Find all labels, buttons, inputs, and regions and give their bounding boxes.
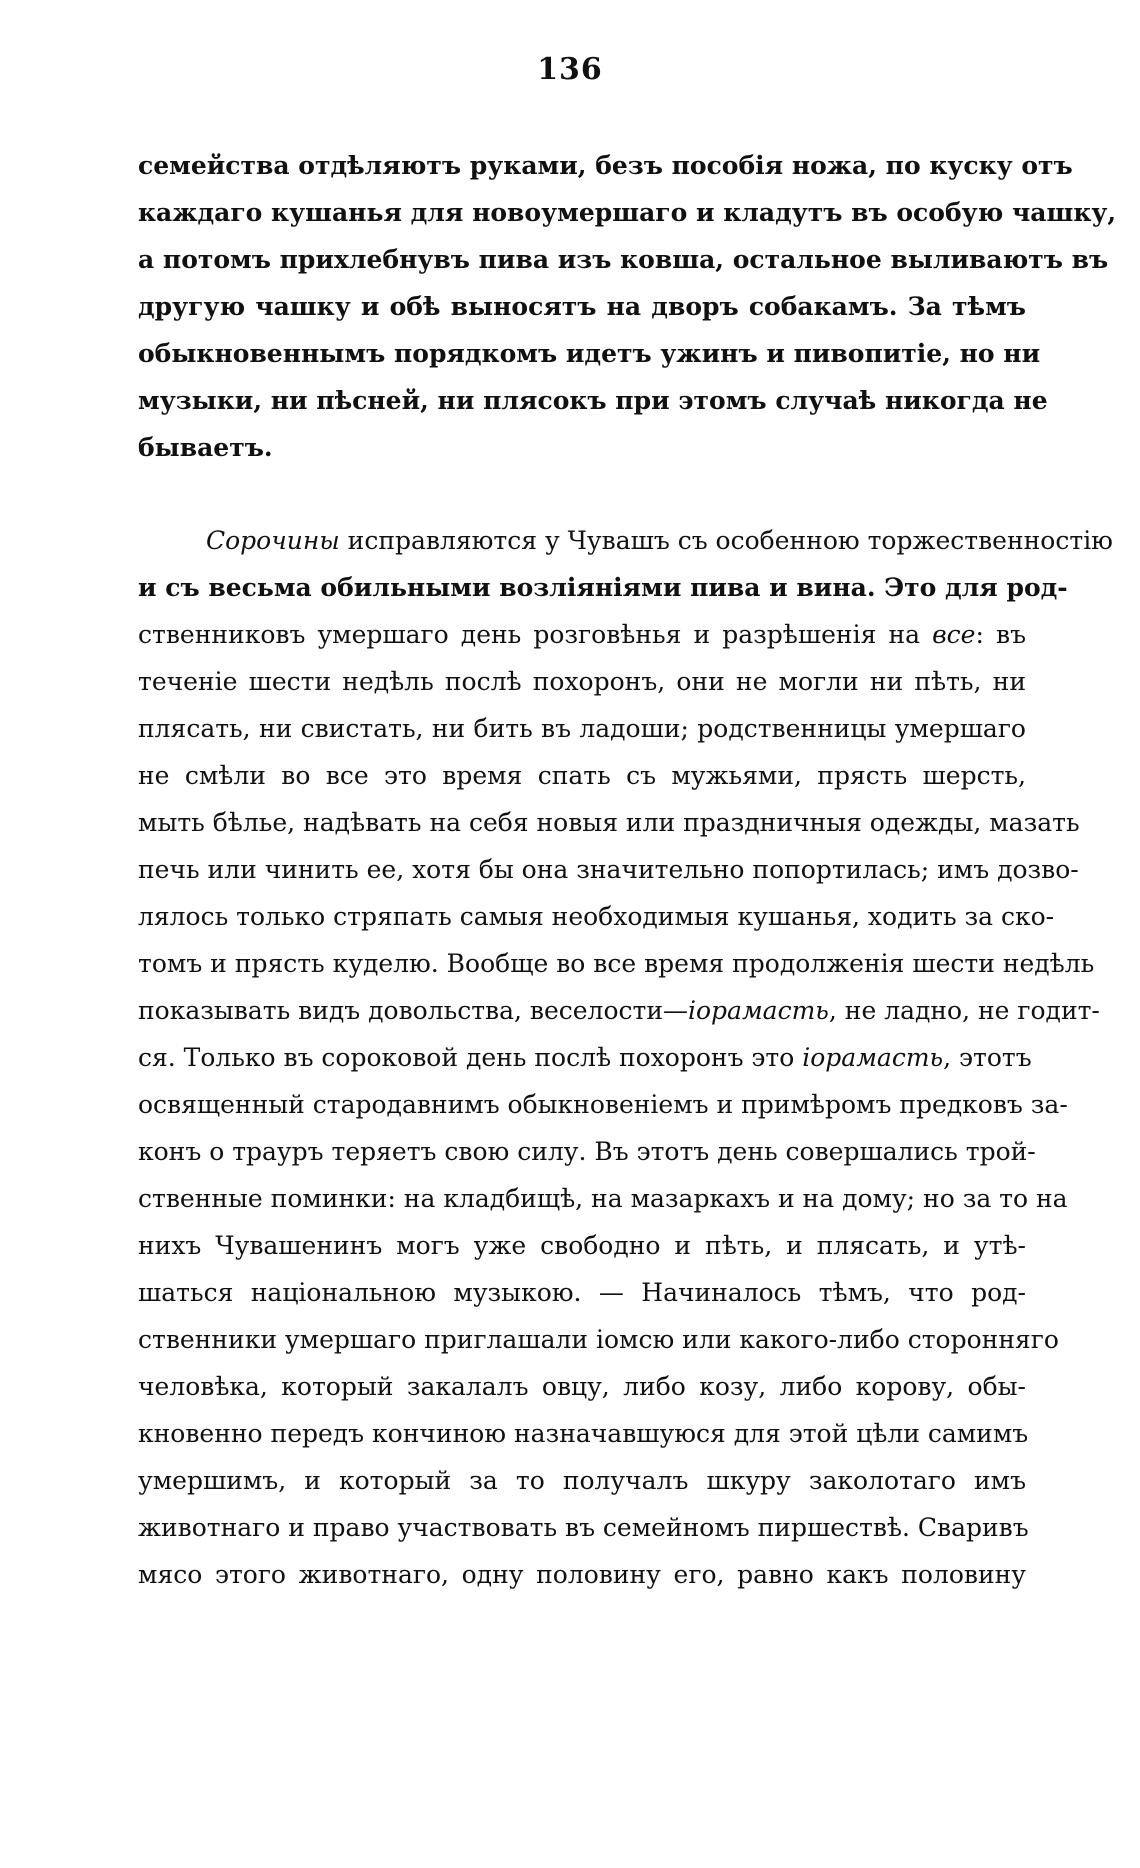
italic-term: все: [932, 620, 976, 649]
text-line: нихъ Чувашенинъ могъ уже свободно и пѣть, и плясать, и утѣ-: [138, 1231, 1026, 1260]
italic-term: іорамасть: [802, 1043, 944, 1072]
text-line: музыки, ни пѣсней, ни плясокъ при этомъ случаѣ никогда не: [138, 386, 1048, 415]
text-line: [138, 1034, 1032, 1081]
text-line: животнаго и право участвовать въ семейномъ пиршествѣ. Сваривъ: [138, 1513, 1029, 1542]
text-line: [138, 987, 1100, 1034]
text-line: ственные поминки: на кладбищѣ, на мазаркахъ и на дому; но за то на: [138, 1184, 1068, 1213]
text-fragment: ственниковъ умершаго день розговѣнья и разрѣшенія на: [138, 620, 933, 649]
text-line: конъ о трауръ теряетъ свою силу. Въ этотъ день совершались трой-: [138, 1137, 1036, 1166]
text-line: шаться національною музыкою. — Начиналось тѣмъ, что род-: [138, 1278, 1026, 1307]
text-line: освященный стародавнимъ обыкновеніемъ и примѣромъ предковъ за-: [138, 1090, 1068, 1119]
text-line: обыкновеннымъ порядкомъ идетъ ужинъ и пивопитіе, но ни: [138, 339, 1041, 368]
text-line: а потомъ прихлебнувъ пива изъ ковша, остальное выливаютъ въ: [138, 245, 1109, 274]
text-line: человѣка, который закалалъ овцу, либо козу, либо корову, обы-: [138, 1372, 1026, 1401]
text-line: другую чашку и обѣ выносятъ на дворъ собакамъ. За тѣмъ: [138, 292, 1026, 321]
text-line: ственники умершаго приглашали іомсю или какого-либо сторонняго: [138, 1325, 1059, 1354]
text-fragment: , этотъ: [943, 1043, 1032, 1072]
text-line: умершимъ, и который за то получалъ шкуру заколотаго имъ: [138, 1466, 1026, 1495]
text-line: кновенно передъ кончиною назначавшуюся для этой цѣли самимъ: [138, 1419, 1029, 1448]
text-line: теченіе шести недѣль послѣ похоронъ, они не могли ни пѣть, ни: [138, 667, 1026, 696]
text-line: каждаго кушанья для новоумершаго и кладутъ въ особую чашку,: [138, 198, 1117, 227]
text-line: печь или чинить ее, хотя бы она значительно попортилась; имъ дозво-: [138, 855, 1079, 884]
italic-term: Сорочины: [206, 526, 340, 555]
page-number: 136: [537, 52, 603, 87]
text-fragment: показывать видъ довольства, веселости—: [138, 996, 688, 1025]
paragraph-2: [138, 517, 1113, 1598]
text-line: лялось только стряпать самыя необходимыя кушанья, ходить за ско-: [138, 902, 1055, 931]
italic-term: іорамасть: [688, 996, 829, 1025]
paragraph-1: [138, 142, 1117, 471]
text-line: плясать, ни свистать, ни бить въ ладоши; родственницы умершаго: [138, 714, 1026, 743]
text-line: не смѣли во все это время спать съ мужьями, прясть шерсть,: [138, 761, 1026, 790]
text-line: мясо этого животнаго, одну половину его, равно какъ половину: [138, 1560, 1026, 1589]
text-fragment: : въ: [975, 620, 1026, 649]
text-line: мыть бѣлье, надѣвать на себя новыя или праздничныя одежды, мазать: [138, 808, 1080, 837]
text-line: томъ и прясть куделю. Вообще во все время продолженія шести недѣль: [138, 949, 1095, 978]
text-line: семейства отдѣляютъ руками, безъ пособія ножа, по куску отъ: [138, 151, 1073, 180]
text-line: и съ весьма обильными возліяніями пива и вина. Это для род-: [138, 573, 1068, 602]
text-line: бываетъ.: [138, 433, 273, 462]
text-line: [138, 517, 1113, 564]
text-line: [138, 611, 1026, 658]
text-fragment: исправляются у Чувашъ съ особенною торжественностію: [339, 526, 1113, 555]
text-fragment: ся. Только въ сороковой день послѣ похоронъ это: [138, 1043, 803, 1072]
text-fragment: , не ладно, не годит-: [828, 996, 1100, 1025]
